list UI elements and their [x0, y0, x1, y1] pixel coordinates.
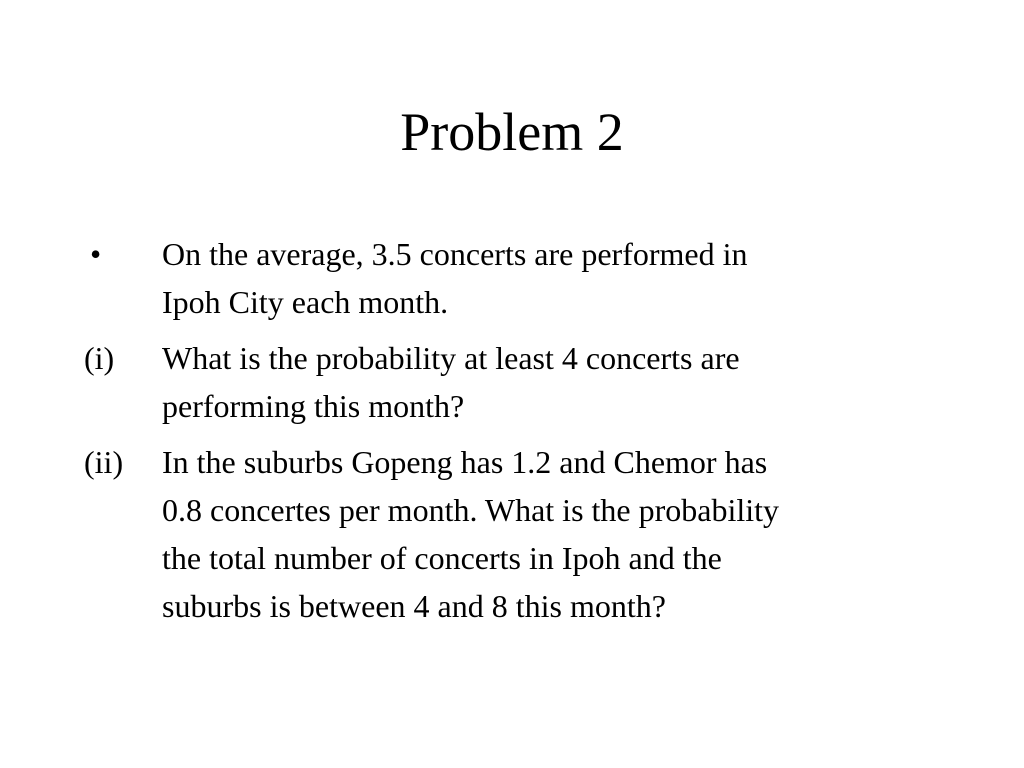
intro-text: On the average, 3.5 concerts are performed in Ipoh City each month.: [162, 236, 748, 320]
question-i-text: What is the probability at least 4 concerts are performing this month?: [162, 340, 740, 424]
question-ii-text: In the suburbs Gopeng has 1.2 and Chemor has 0.8 concertes per month. What is the probability the total number of concerts in Ipoh and the suburbs is between 4 and 8 this month?: [162, 444, 780, 624]
question-i-marker: (i): [84, 340, 115, 376]
list-item-intro: [84, 230, 954, 326]
bullet-marker: •: [90, 236, 102, 272]
problem-list: [84, 230, 954, 638]
list-item-question-ii: [84, 438, 954, 630]
slide-title: Problem 2: [400, 102, 624, 162]
list-item-question-i: [84, 334, 954, 430]
question-ii-marker: (ii): [84, 444, 124, 480]
